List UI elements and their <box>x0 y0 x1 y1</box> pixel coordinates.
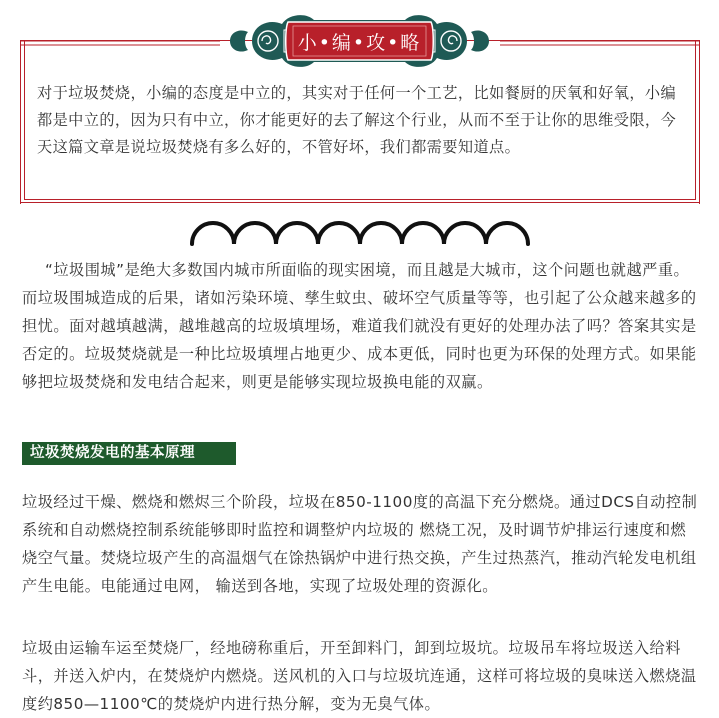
arch-divider <box>190 220 530 246</box>
intro-frame-right <box>699 40 700 204</box>
paragraph-process: 垃圾由运输车运至焚烧厂，经地磅称重后，开至卸料门，卸到垃圾坑。垃圾吊车将垃圾送入给料斗，并送入炉内，在焚烧炉内燃烧。送风机的入口与垃圾坑连通，这样可将垃圾的臭味送入燃烧温度约850—1100℃的焚烧炉内进行热分解，变为无臭气体。 <box>22 639 697 713</box>
paragraph-principle: 垃圾经过干燥、燃烧和燃烬三个阶段，垃圾在850-1100度的高温下充分燃烧。通过DCS自动控制系统和自动燃烧控制系统能够即时监控和调整炉内垃圾的 燃烧工况，及时调节炉排运行速度和燃烧空气量。焚烧垃圾产生的高温烟气在馀热锅炉中进行热交换，产生过热蒸汽，推动汽轮发电机组产生电能。电能通过电网， 输送到各地，实现了垃圾处理的资源化。 <box>22 493 698 595</box>
section-heading: 垃圾焚烧发电的基本原理 <box>22 442 236 465</box>
header-banner <box>222 8 497 74</box>
paragraph-intro: “垃圾围城”是绝大多数国内城市所面临的现实困境，而且越是大城市，这个问题也就越严重。而垃圾围城造成的后果，诸如污染环境、孳生蚊虫、破坏空气质量等等，也引起了公众越来越多的担忧。面对越填越满，越堆越高的垃圾填埋场，难道我们就没有更好的处理办法了吗？答案其实是否定的。垃圾焚烧就是一种比垃圾填埋占地更少、成本更低，同时也更为环保的处理方式。如果能够把垃圾焚烧和发电结合起来，则更是能够实现垃圾换电能的双赢。 <box>22 261 697 391</box>
intro-text: 对于垃圾焚烧，小编的态度是中立的，其实对于任何一个工艺，比如餐厨的厌氧和好氧，小编都是中立的，因为只有中立，你才能更好的去了解这个行业，从而不至于让你的思维受限，今天这篇文章是说垃圾焚烧有多么好的，不管好坏，我们都需要知道点。 <box>37 84 677 156</box>
banner-title: 小•编•攻•略 <box>297 31 422 54</box>
intro-frame-left <box>20 40 21 204</box>
